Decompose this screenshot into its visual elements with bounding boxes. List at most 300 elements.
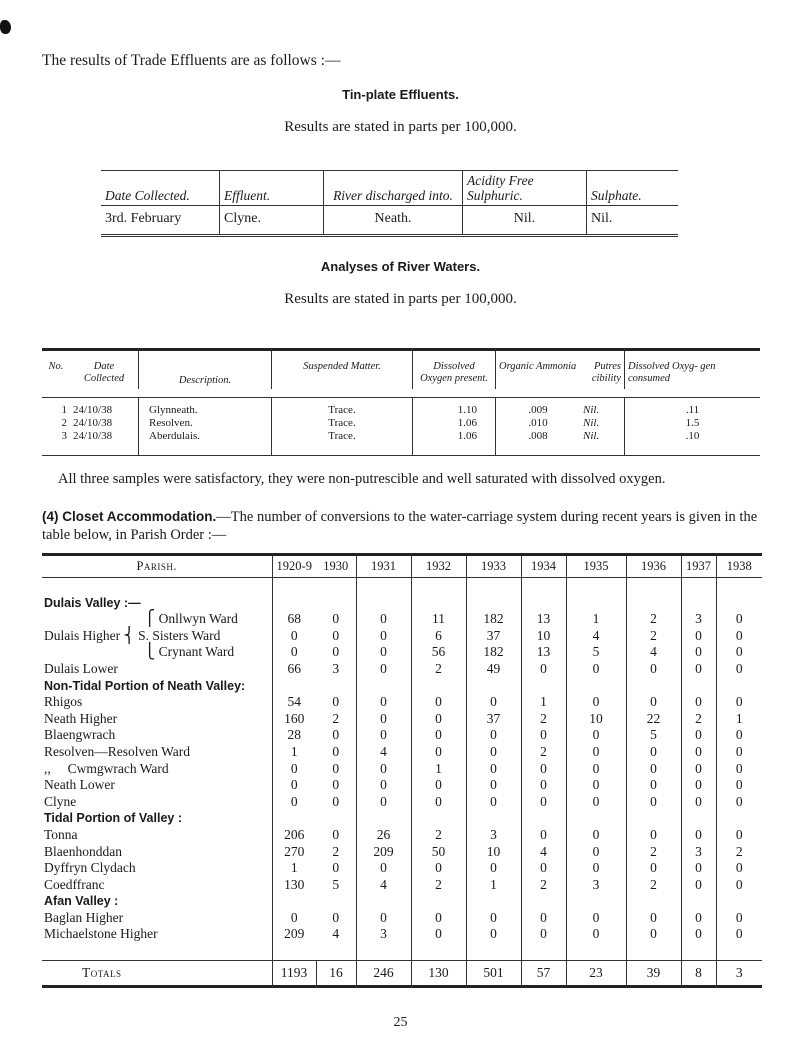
cell-value: 0	[466, 910, 521, 927]
cell-oxygen-consumed: .11	[625, 398, 761, 418]
cell-value: 0	[566, 694, 626, 711]
parish-name: Baglan Higher	[44, 909, 124, 925]
cell-value: 68	[272, 611, 316, 628]
cell-value: 0	[356, 794, 411, 811]
cell-value: 66	[272, 661, 316, 678]
cell-value: 2	[626, 611, 681, 628]
col-year: 1931	[356, 555, 411, 578]
cell-value: 0	[466, 860, 521, 877]
cell-value: 0	[521, 926, 566, 943]
col-putrescibility: Putres cibility	[591, 361, 621, 384]
results-note-2: Results are stated in parts per 100,000.	[284, 291, 517, 307]
cell-value: 5	[626, 727, 681, 744]
ink-blot	[0, 20, 11, 34]
cell-value: 0	[411, 744, 466, 761]
cell-value: 0	[716, 727, 762, 744]
cell-value: 0	[716, 910, 762, 927]
cell-value: 4	[356, 744, 411, 761]
cell-value: 5	[332, 876, 340, 892]
col-oxygen-consumed: Dissolved Oxyg- gen consumed	[625, 350, 761, 390]
cell-value: 4	[521, 844, 566, 861]
table-row	[42, 578, 762, 595]
cell-value: 0	[681, 761, 716, 778]
parish-name: Neath Higher	[44, 710, 118, 726]
cell-sulphate: Nil.	[587, 206, 679, 236]
total-value: 246	[356, 960, 411, 987]
cell-dissolved-oxygen: 1.10	[413, 398, 496, 418]
cell-value: 0	[411, 694, 466, 711]
parish-name: Dulais Lower	[44, 660, 118, 676]
cell-value: 0	[566, 794, 626, 811]
cell-value: 0	[356, 644, 411, 661]
cell-acidity: Nil.	[463, 206, 587, 236]
cell-value: 3	[681, 844, 716, 861]
closet-label: (4) Closet Accommodation.	[42, 509, 217, 524]
parish-name: Clyne	[44, 793, 77, 809]
table-row	[101, 206, 678, 236]
cell-value: 0	[681, 860, 716, 877]
cell-value: 1	[272, 860, 316, 877]
cell-value: 0	[626, 860, 681, 877]
cell-value: 130	[272, 877, 316, 894]
table-row	[42, 926, 762, 943]
cell-value: 0	[681, 926, 716, 943]
cell-dissolved-oxygen: 1.06	[413, 430, 496, 456]
cell-value: 0	[716, 744, 762, 761]
cell-value: 0	[356, 761, 411, 778]
cell-value: 2	[626, 844, 681, 861]
cell-date: 24/10/38	[73, 404, 113, 416]
table-row	[42, 860, 762, 877]
cell-value: 2	[681, 711, 716, 728]
cell-effluent: Clyne.	[220, 206, 324, 236]
cell-value: 0	[411, 727, 466, 744]
parish-header-row	[42, 555, 762, 578]
cell-value: 0	[466, 926, 521, 943]
col-effluent: Effluent.	[220, 171, 324, 206]
cell-organic-ammonia: .008	[496, 430, 581, 456]
parish-name: Dyffryn Clydach	[44, 860, 136, 876]
col-year: 1933	[466, 555, 521, 578]
cell-value: 0	[681, 827, 716, 844]
cell-value: 2	[411, 877, 466, 894]
cell-value: 0	[466, 761, 521, 778]
cell-value: 0	[716, 611, 762, 628]
cell-value: 0	[681, 777, 716, 794]
cell-value: 0	[716, 777, 762, 794]
cell-value: 0	[716, 761, 762, 778]
cell-value: 209	[356, 844, 411, 861]
cell-value: 0	[332, 793, 340, 809]
total-value: 23	[566, 960, 626, 987]
cell-value: 0	[716, 926, 762, 943]
section-dulais-valley: Dulais Valley :—	[44, 595, 141, 610]
cell-value: 2	[332, 843, 340, 859]
cell-value: 0	[716, 794, 762, 811]
closet-text: —The number of conversions to the water-carriage system during recent years is given in the table below, in Parish Order :—	[42, 509, 758, 543]
cell-suspended: Trace.	[272, 398, 413, 418]
col-no: No.	[48, 361, 64, 372]
cell-value: 0	[521, 827, 566, 844]
satisfactory-note	[42, 470, 762, 488]
section-afan-valley: Afan Valley :	[44, 894, 119, 909]
cell-value: 0	[332, 909, 340, 925]
cell-value: 2	[521, 877, 566, 894]
cell-value: 10	[521, 628, 566, 645]
cell-value: 0	[272, 761, 316, 778]
cell-value: 0	[466, 727, 521, 744]
cell-description: Resolven.	[139, 417, 272, 430]
total-value: 8	[681, 960, 716, 987]
cell-value: 0	[681, 661, 716, 678]
total-value: 130	[411, 960, 466, 987]
total-value: 39	[626, 960, 681, 987]
cell-value: 0	[566, 926, 626, 943]
river-table	[42, 348, 760, 456]
cell-value: 2	[626, 877, 681, 894]
cell-value: 0	[626, 694, 681, 711]
cell-value: 0	[681, 644, 716, 661]
cell-date: 24/10/38	[70, 430, 139, 456]
cell-value: 0	[566, 827, 626, 844]
cell-value: 1	[466, 877, 521, 894]
cell-value: 0	[626, 910, 681, 927]
col-description: Description.	[139, 350, 272, 390]
cell-value: 0	[332, 627, 340, 643]
table-row	[42, 844, 762, 861]
cell-value: 2	[521, 744, 566, 761]
river-heading: Analyses of River Waters.	[320, 259, 481, 274]
total-value: 16	[316, 960, 356, 987]
cell-value: 0	[626, 744, 681, 761]
cell-value: 3	[356, 926, 411, 943]
cell-no: 2	[61, 417, 67, 429]
cell-value: 1	[716, 711, 762, 728]
cell-value: 0	[626, 777, 681, 794]
table-row	[42, 628, 762, 645]
cell-value: 0	[716, 860, 762, 877]
col-year: 1930	[316, 555, 356, 578]
section-row	[42, 810, 762, 827]
section-row	[42, 595, 762, 612]
table-row	[42, 417, 760, 430]
cell-value: 0	[626, 661, 681, 678]
cell-value: 206	[272, 827, 316, 844]
col-river-discharged: River discharged into.	[324, 171, 463, 206]
cell-value: 3	[681, 611, 716, 628]
cell-dissolved-oxygen: 1.06	[413, 417, 496, 430]
cell-putrescibility: Nil.	[580, 430, 625, 456]
cell-value: 0	[716, 694, 762, 711]
cell-description: Glynneath.	[139, 398, 272, 418]
parish-name: Neath Lower	[44, 777, 115, 793]
parish-name: Michaelstone Higher	[44, 926, 158, 942]
cell-value: 0	[332, 644, 340, 660]
total-value: 1193	[272, 960, 316, 987]
cell-value: 0	[681, 694, 716, 711]
cell-value: 0	[272, 794, 316, 811]
cell-no: 1	[61, 404, 67, 416]
cell-value: 0	[466, 744, 521, 761]
cell-value: 0	[356, 711, 411, 728]
table-row	[42, 694, 762, 711]
col-suspended: Suspended Matter.	[272, 350, 413, 390]
cell-value: 0	[411, 860, 466, 877]
parish-table	[42, 553, 762, 988]
section-row	[42, 678, 762, 695]
parish-name: Blaenhonddan	[44, 843, 122, 859]
parish-name: Dulais Higher ⎨ S. Sisters Ward	[44, 627, 221, 644]
cell-value: 0	[681, 794, 716, 811]
table-row	[42, 794, 762, 811]
parish-name: ⎧ Onllwyn Ward	[144, 611, 238, 628]
cell-value: 2	[521, 711, 566, 728]
cell-value: 3	[566, 877, 626, 894]
cell-value: 2	[411, 827, 466, 844]
cell-value: 0	[332, 727, 340, 743]
cell-value: 0	[356, 611, 411, 628]
section-tidal: Tidal Portion of Valley :	[44, 811, 182, 826]
page-number: 25	[393, 1015, 408, 1030]
table-row	[42, 389, 760, 398]
ward-name: Crynant Ward	[158, 644, 235, 660]
cell-value: 0	[521, 794, 566, 811]
cell-value: 0	[332, 777, 340, 793]
cell-value: 0	[521, 777, 566, 794]
cell-value: 0	[521, 860, 566, 877]
cell-value: 0	[356, 777, 411, 794]
cell-value: 0	[521, 761, 566, 778]
cell-value: 0	[566, 844, 626, 861]
parish-name: ,, Cwmgwrach Ward	[44, 760, 169, 776]
cell-value: 0	[681, 877, 716, 894]
cell-value: 3	[466, 827, 521, 844]
cell-value: 0	[356, 910, 411, 927]
cell-value: 2	[716, 844, 762, 861]
cell-value: 1	[272, 744, 316, 761]
cell-value: 209	[272, 926, 316, 943]
table-row	[42, 910, 762, 927]
ward-name: S. Sisters Ward	[138, 627, 221, 643]
cell-value: 0	[521, 727, 566, 744]
cell-value: 10	[466, 844, 521, 861]
section-non-tidal: Non-Tidal Portion of Neath Valley:	[44, 678, 246, 693]
cell-value: 0	[332, 694, 340, 710]
cell-value: 0	[716, 877, 762, 894]
cell-value: 4	[332, 926, 340, 942]
cell-value: 0	[566, 727, 626, 744]
table-row	[42, 727, 762, 744]
table-row	[42, 777, 762, 794]
cell-value: 0	[411, 711, 466, 728]
cell-value: 11	[411, 611, 466, 628]
cell-value: 37	[466, 711, 521, 728]
section-row	[42, 893, 762, 910]
cell-putrescibility: Nil.	[583, 417, 600, 429]
table-row	[42, 761, 762, 778]
cell-value: 37	[466, 628, 521, 645]
parish-name: Coedffranc	[44, 876, 105, 892]
total-value: 57	[521, 960, 566, 987]
parish-name: ⎩ Crynant Ward	[144, 644, 235, 661]
totals-row	[42, 960, 762, 987]
cell-suspended: Trace.	[272, 417, 413, 430]
table-row	[42, 877, 762, 894]
cell-date: 3rd. February	[105, 211, 182, 226]
cell-value: 0	[272, 910, 316, 927]
cell-value: 56	[411, 644, 466, 661]
cell-no: 3	[42, 430, 70, 456]
satisfactory-text: All three samples were satisfactory, they were non-putrescible and well saturated with dissolved oxygen.	[58, 471, 666, 487]
cell-value: 0	[332, 611, 340, 627]
col-year: 1920-9	[272, 555, 316, 578]
cell-value: 0	[566, 860, 626, 877]
cell-value: 0	[681, 910, 716, 927]
cell-value: 0	[626, 827, 681, 844]
cell-value: 182	[466, 644, 521, 661]
cell-value: 0	[626, 794, 681, 811]
cell-suspended: Trace.	[272, 430, 413, 456]
cell-putrescibility: Nil.	[583, 404, 600, 416]
totals-label: Totals	[42, 960, 272, 987]
cell-value: 0	[356, 694, 411, 711]
col-sulphate: Sulphate.	[587, 171, 679, 206]
effluents-header-row	[101, 171, 678, 206]
ward-name: Onllwyn Ward	[158, 611, 238, 627]
cell-value: 0	[356, 727, 411, 744]
closet-paragraph	[42, 508, 762, 544]
cell-value: 270	[272, 844, 316, 861]
cell-value: 1	[411, 761, 466, 778]
table-row	[42, 711, 762, 728]
cell-date: 24/10/38	[73, 417, 113, 429]
col-year: 1937	[681, 555, 716, 578]
cell-value: 0	[626, 926, 681, 943]
table-row	[42, 943, 762, 960]
cell-value: 0	[521, 661, 566, 678]
cell-value: 2	[626, 628, 681, 645]
cell-value: 6	[411, 628, 466, 645]
col-acidity: Acidity Free Sulphuric.	[463, 171, 587, 206]
cell-value: 0	[681, 744, 716, 761]
cell-oxygen-consumed: 1.5	[625, 417, 761, 430]
cell-value: 0	[356, 661, 411, 678]
cell-value: 0	[411, 926, 466, 943]
cell-value: 0	[332, 743, 340, 759]
cell-value: 0	[466, 694, 521, 711]
col-year: 1932	[411, 555, 466, 578]
cell-value: 0	[681, 628, 716, 645]
cell-value: 0	[411, 777, 466, 794]
table-row	[42, 430, 760, 456]
cell-value: 0	[521, 910, 566, 927]
cell-value: 1	[521, 694, 566, 711]
cell-value: 0	[272, 777, 316, 794]
cell-value: 5	[566, 644, 626, 661]
cell-value: 13	[521, 644, 566, 661]
cell-value: 0	[566, 777, 626, 794]
col-year: 1938	[716, 555, 762, 578]
cell-value: 0	[716, 644, 762, 661]
cell-value: 28	[272, 727, 316, 744]
cell-value: 0	[411, 910, 466, 927]
total-value: 3	[716, 960, 762, 987]
parish-name: Rhigos	[44, 694, 83, 710]
col-date: Date Collected	[83, 361, 125, 384]
parish-name: Resolven—Resolven Ward	[44, 743, 191, 759]
cell-value: 54	[272, 694, 316, 711]
cell-value: 0	[332, 860, 340, 876]
cell-value: 0	[716, 827, 762, 844]
cell-value: 0	[626, 761, 681, 778]
col-year: 1934	[521, 555, 566, 578]
cell-oxygen-consumed: .10	[625, 430, 761, 456]
col-dissolved-oxygen: Dissolved Oxygen present.	[413, 350, 496, 390]
cell-value: 0	[411, 794, 466, 811]
cell-value: 0	[332, 826, 340, 842]
parish-name: Blaengwrach	[44, 727, 116, 743]
cell-value: 0	[356, 628, 411, 645]
cell-value: 0	[716, 661, 762, 678]
results-note-1: Results are stated in parts per 100,000.	[284, 119, 517, 135]
table-row	[42, 744, 762, 761]
cell-organic-ammonia: .009	[496, 398, 581, 418]
cell-value: 1	[566, 611, 626, 628]
cell-value: 2	[332, 710, 340, 726]
river-header-row	[42, 350, 760, 390]
table-row	[42, 661, 762, 678]
cell-value: 0	[356, 860, 411, 877]
cell-value: 2	[411, 661, 466, 678]
effluents-table	[101, 170, 678, 237]
table-row	[42, 398, 760, 418]
cell-value: 182	[466, 611, 521, 628]
tinplate-heading: Tin-plate Effluents.	[342, 87, 459, 102]
cell-value: 26	[356, 827, 411, 844]
cell-value: 49	[466, 661, 521, 678]
table-row	[42, 827, 762, 844]
col-parish: Parish.	[42, 555, 272, 578]
table-row	[42, 644, 762, 661]
cell-value: 0	[566, 761, 626, 778]
col-year: 1936	[626, 555, 681, 578]
col-organic-ammonia: Organic Ammonia	[496, 350, 581, 390]
cell-value: 3	[332, 660, 340, 676]
cell-value: 22	[626, 711, 681, 728]
cell-value: 4	[356, 877, 411, 894]
intro-text: The results of Trade Effluents are as follows :—	[42, 52, 341, 69]
cell-value: 0	[466, 794, 521, 811]
cell-value: 0	[716, 628, 762, 645]
cell-value: 0	[466, 777, 521, 794]
cell-value: 10	[566, 711, 626, 728]
parish-label: Dulais Higher	[44, 627, 121, 643]
cell-value: 0	[332, 760, 340, 776]
cell-river: Neath.	[324, 206, 463, 236]
cell-description: Aberdulais.	[139, 430, 272, 456]
cell-value: 0	[566, 661, 626, 678]
cell-value: 0	[566, 744, 626, 761]
cell-value: 0	[681, 727, 716, 744]
col-date-collected: Date Collected.	[105, 188, 190, 203]
cell-value: 0	[566, 910, 626, 927]
parish-name: Tonna	[44, 826, 78, 842]
cell-value: 4	[566, 628, 626, 645]
cell-value: 0	[272, 644, 316, 661]
table-row	[42, 611, 762, 628]
cell-organic-ammonia: .010	[496, 417, 581, 430]
cell-value: 50	[411, 844, 466, 861]
